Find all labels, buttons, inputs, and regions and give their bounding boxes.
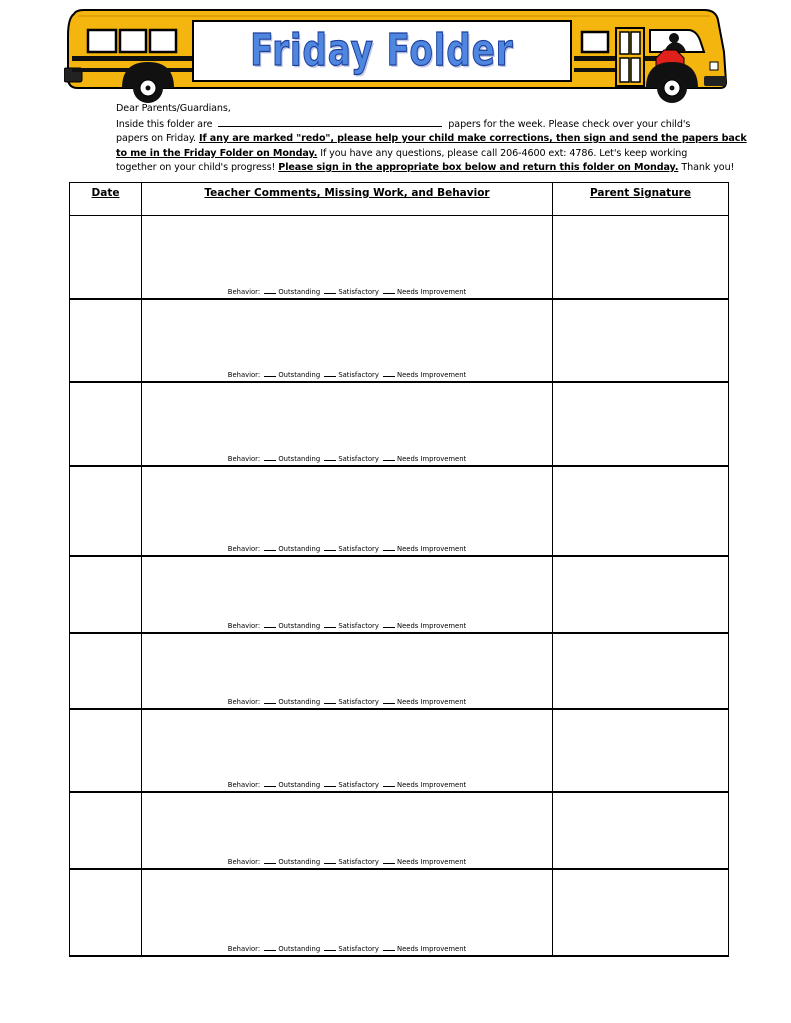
behavior-option: Needs Improvement [397, 454, 467, 463]
bus-wheel-icon [657, 73, 687, 103]
comment-cell[interactable] [142, 869, 553, 956]
comment-cell[interactable] [142, 633, 553, 709]
comment-cell[interactable] [142, 216, 553, 299]
signature-cell[interactable] [553, 382, 729, 466]
table-row [70, 792, 729, 869]
behavior-blank[interactable] [264, 454, 276, 461]
behavior-blank[interactable] [324, 697, 336, 704]
date-cell[interactable] [70, 216, 142, 299]
signature-cell[interactable] [553, 792, 729, 869]
letter-text: papers on Friday. [116, 133, 197, 144]
behavior-label: Behavior: [227, 621, 261, 630]
date-cell[interactable] [70, 869, 142, 956]
behavior-label: Behavior: [227, 857, 261, 866]
behavior-blank[interactable] [264, 697, 276, 704]
behavior-blank[interactable] [264, 287, 276, 294]
table-header-row [70, 183, 729, 216]
behavior-option: Outstanding [278, 544, 321, 553]
letter-emphasis: to me in the Friday Folder on Monday. [116, 147, 318, 159]
table-row [70, 709, 729, 792]
letter-line [116, 147, 732, 162]
behavior-blank[interactable] [264, 621, 276, 628]
behavior-line [142, 621, 552, 630]
behavior-line [142, 544, 552, 553]
behavior-option: Satisfactory [338, 857, 379, 866]
behavior-option: Outstanding [278, 857, 321, 866]
behavior-blank[interactable] [264, 780, 276, 787]
behavior-option: Needs Improvement [397, 621, 467, 630]
signature-cell[interactable] [553, 556, 729, 633]
bus-header [64, 6, 728, 104]
comment-cell[interactable] [142, 466, 553, 556]
behavior-option: Outstanding [278, 454, 321, 463]
behavior-line [142, 780, 552, 789]
table-row [70, 216, 729, 299]
title-board [192, 20, 572, 82]
behavior-blank[interactable] [324, 780, 336, 787]
behavior-option: Needs Improvement [397, 287, 467, 296]
signature-cell[interactable] [553, 869, 729, 956]
behavior-option: Satisfactory [338, 544, 379, 553]
behavior-option: Satisfactory [338, 944, 379, 953]
comment-cell[interactable] [142, 792, 553, 869]
behavior-blank[interactable] [264, 944, 276, 951]
behavior-blank[interactable] [324, 544, 336, 551]
behavior-blank[interactable] [264, 370, 276, 377]
table-row [70, 299, 729, 382]
behavior-label: Behavior: [227, 697, 261, 706]
signature-cell[interactable] [553, 633, 729, 709]
letter-line [116, 161, 735, 176]
comment-cell[interactable] [142, 556, 553, 633]
date-cell[interactable] [70, 633, 142, 709]
table-body [70, 216, 729, 956]
paper-count-blank[interactable] [218, 117, 442, 127]
behavior-line [142, 370, 552, 379]
behavior-option: Satisfactory [338, 697, 379, 706]
behavior-option: Satisfactory [338, 370, 379, 379]
column-header-comments: Teacher Comments, Missing Work, and Behavior [142, 183, 553, 216]
behavior-blank[interactable] [324, 287, 336, 294]
bus-wheel-icon [133, 73, 163, 103]
behavior-blank[interactable] [383, 944, 395, 951]
letter-line [116, 132, 747, 147]
behavior-blank[interactable] [324, 621, 336, 628]
behavior-label: Behavior: [227, 944, 261, 953]
date-cell[interactable] [70, 466, 142, 556]
behavior-option: Outstanding [278, 621, 321, 630]
behavior-option: Needs Improvement [397, 857, 467, 866]
behavior-option: Satisfactory [338, 287, 379, 296]
signature-cell[interactable] [553, 466, 729, 556]
behavior-label: Behavior: [227, 454, 261, 463]
letter-text: together on your child's progress! [116, 162, 276, 173]
behavior-option: Needs Improvement [397, 697, 467, 706]
behavior-blank[interactable] [264, 544, 276, 551]
behavior-blank[interactable] [383, 621, 395, 628]
behavior-line [142, 857, 552, 866]
weekly-log-table [69, 182, 729, 957]
signature-cell[interactable] [553, 216, 729, 299]
behavior-blank[interactable] [383, 370, 395, 377]
behavior-line [142, 287, 552, 296]
behavior-blank[interactable] [383, 697, 395, 704]
letter-line [116, 117, 732, 133]
behavior-option: Satisfactory [338, 780, 379, 789]
behavior-line [142, 454, 552, 463]
date-cell[interactable] [70, 709, 142, 792]
behavior-blank[interactable] [264, 857, 276, 864]
behavior-blank[interactable] [324, 857, 336, 864]
behavior-option: Needs Improvement [397, 944, 467, 953]
table-row [70, 466, 729, 556]
behavior-option: Satisfactory [338, 454, 379, 463]
behavior-label: Behavior: [227, 544, 261, 553]
parent-letter [116, 102, 747, 176]
behavior-blank[interactable] [383, 780, 395, 787]
behavior-blank[interactable] [324, 370, 336, 377]
behavior-label: Behavior: [227, 287, 261, 296]
behavior-blank[interactable] [383, 454, 395, 461]
letter-greeting: Dear Parents/Guardians, [116, 103, 231, 114]
comment-cell[interactable] [142, 709, 553, 792]
signature-cell[interactable] [553, 299, 729, 382]
behavior-option: Outstanding [278, 780, 321, 789]
behavior-blank[interactable] [324, 454, 336, 461]
date-cell[interactable] [70, 382, 142, 466]
behavior-line [142, 944, 552, 953]
comment-cell[interactable] [142, 299, 553, 382]
behavior-option: Outstanding [278, 944, 321, 953]
behavior-blank[interactable] [383, 544, 395, 551]
page-title: Friday Folder [250, 25, 514, 76]
table-row [70, 869, 729, 956]
behavior-option: Needs Improvement [397, 370, 467, 379]
letter-text: papers for the week. Please check over your child's [448, 118, 691, 130]
signature-cell[interactable] [553, 709, 729, 792]
behavior-option: Outstanding [278, 697, 321, 706]
table-row [70, 382, 729, 466]
comment-cell[interactable] [142, 382, 553, 466]
behavior-option: Needs Improvement [397, 780, 467, 789]
table-row [70, 556, 729, 633]
table-row [70, 633, 729, 709]
behavior-option: Satisfactory [338, 621, 379, 630]
letter-emphasis: Please sign in the appropriate box below and return this folder on Monday. [278, 162, 679, 173]
column-header-date: Date [70, 183, 142, 216]
column-header-signature: Parent Signature [553, 183, 729, 216]
letter-text: Inside this folder are [116, 118, 213, 130]
behavior-option: Outstanding [278, 370, 321, 379]
date-cell[interactable] [70, 556, 142, 633]
behavior-line [142, 697, 552, 706]
behavior-option: Needs Improvement [397, 544, 467, 553]
behavior-blank[interactable] [324, 944, 336, 951]
letter-text: If you have any questions, please call 206-4600 ext: 4786. Let's keep working [320, 147, 688, 159]
date-cell[interactable] [70, 792, 142, 869]
behavior-label: Behavior: [227, 780, 261, 789]
letter-text: Thank you! [681, 162, 735, 173]
letter-emphasis: If any are marked "redo", please help your child make corrections, then sign and send the papers back [198, 133, 747, 144]
behavior-blank[interactable] [383, 857, 395, 864]
behavior-label: Behavior: [227, 370, 261, 379]
behavior-option: Outstanding [278, 287, 321, 296]
behavior-blank[interactable] [383, 287, 395, 294]
date-cell[interactable] [70, 299, 142, 382]
